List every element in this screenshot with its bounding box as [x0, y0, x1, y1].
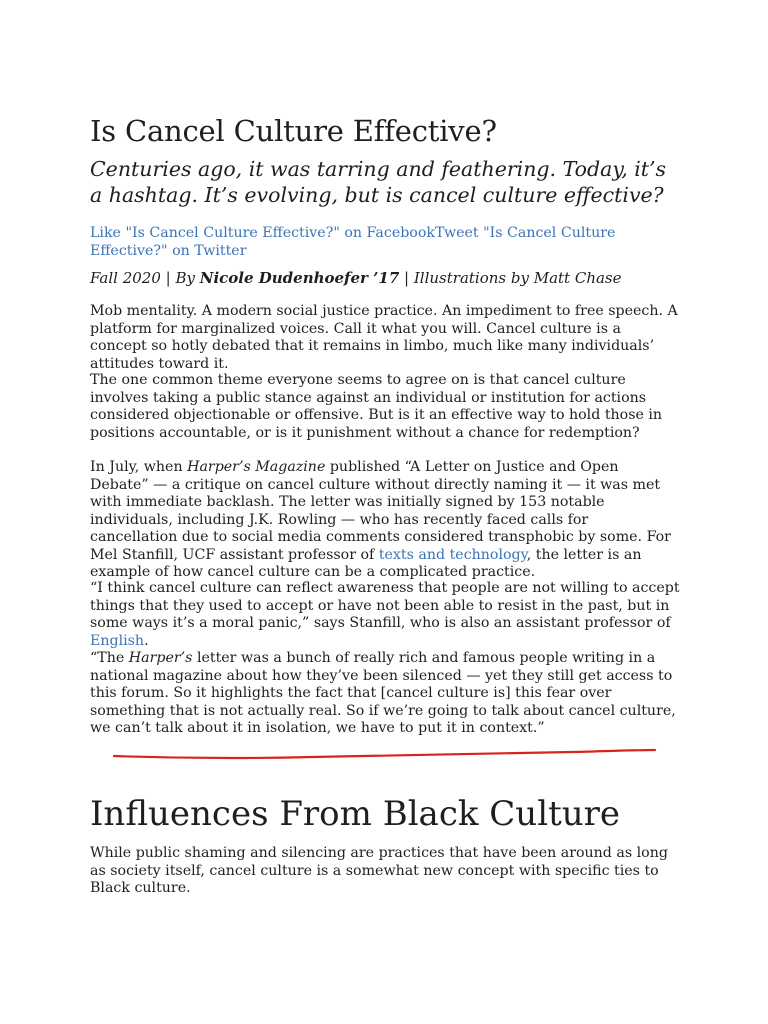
text-run: , the letter is an example of how cancel culture can be a complicated practice. — [90, 546, 642, 580]
harpers-name: Harper’s — [128, 650, 193, 666]
text-run: letter was a bunch of really rich and famous people writing in a national magazine about how they’ve been silenced — yet they still get access to this forum. So it highlights the fact that [cancel culture is] this fear over something that is not actually real. So if we’re going to talk about cancel culture, we can’t talk about it in isolation, we have to put it in context.” — [90, 650, 676, 736]
divider-stroke — [114, 750, 655, 758]
illustrator-credit: Illustrations by Matt Chase — [413, 269, 622, 287]
paragraph-1: Mob mentality. A modern social justice practice. An impediment to free speech. A platform for marginalized voices. Call it what you will. Cancel culture is a concept so hotly debated that it remains in limbo, much like many individuals’ attitudes toward it. — [90, 303, 678, 372]
text-run: “I think cancel culture can reflect awareness that people are not willing to accept things that they used to accept or have not been able to resist in the past, but in some ways it’s a moral panic,” says Stanfill, who is also an assistant professor of — [90, 580, 680, 631]
byline-separator: | By — [160, 269, 200, 287]
red-divider-line — [112, 742, 657, 766]
text-run: . — [144, 632, 149, 649]
paragraph-2: The one common theme everyone seems to agree on is that cancel culture involves taking a public stance against an individual or institution for actions considered objectionable or offensive. But is it an effective way to hold those in positions accountable, or is it punishment without a chance for redemption? — [90, 372, 663, 441]
english-link[interactable]: English — [90, 632, 145, 649]
section-title: Influences From Black Culture — [90, 794, 621, 834]
paragraph-3 — [90, 459, 680, 582]
text-run: published “A Letter on Justice and Open Debate” — a critique on cancel culture without directly naming it — it was met with immediate backlash. The letter was initially signed by 153 notable individuals, including J.K. Rowling — who has recently faced calls for cancellation due to social media comments considered transphobic by some. For Mel Stanfill, UCF assistant professor of — [90, 459, 671, 563]
byline — [90, 268, 680, 288]
magazine-name: Harper’s Magazine — [187, 459, 326, 475]
issue-label: Fall 2020 — [90, 269, 161, 287]
twitter-share-link[interactable]: Tweet "Is Cancel Culture Effective?" on Twitter — [90, 225, 616, 259]
text-run: In July, when — [90, 459, 188, 475]
byline-separator-2: | — [399, 269, 414, 287]
texts-and-technology-link[interactable]: texts and technology — [378, 546, 527, 563]
article-title: Is Cancel Culture Effective? — [90, 114, 497, 148]
paragraph-5: While public shaming and silencing are practices that have been around as long as society itself, cancel culture is a somewhat new concept with specific ties to Black culture. — [90, 845, 668, 896]
paragraph-4 — [90, 580, 680, 738]
share-links — [90, 224, 680, 260]
author-name: Nicole Dudenhoefer ’17 — [199, 269, 400, 287]
facebook-share-link[interactable]: Like "Is Cancel Culture Effective?" on Facebook — [90, 225, 435, 241]
article-dek: Centuries ago, it was tarring and feathering. Today, it’s a hashtag. It’s evolving, but is cancel culture effective? — [90, 157, 667, 207]
text-run: “The — [90, 650, 129, 666]
